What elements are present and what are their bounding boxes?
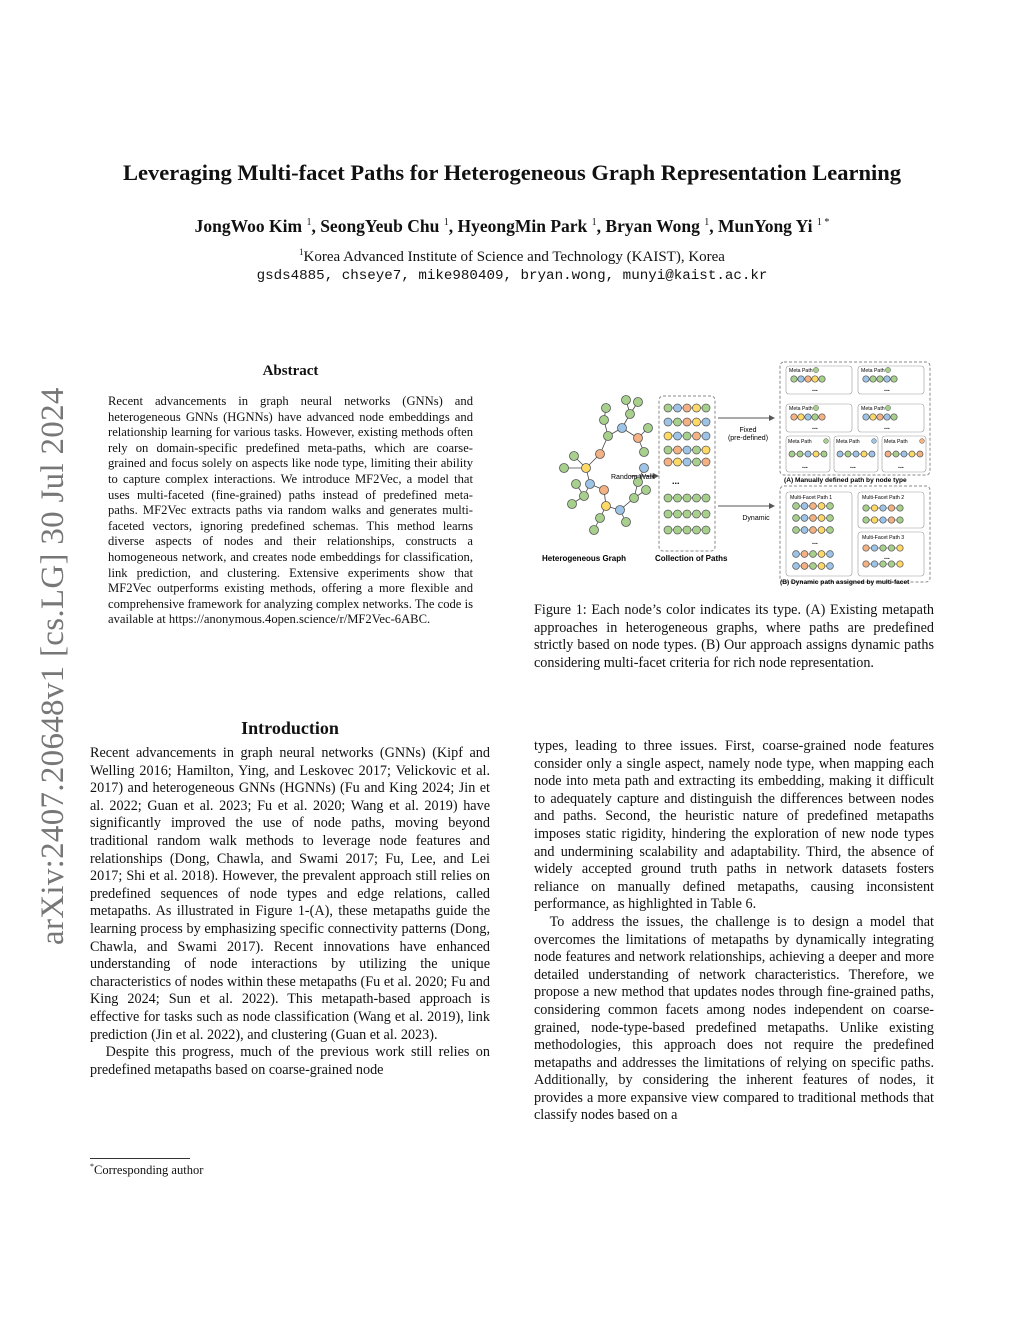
paragraph: Recent advancements in graph neural networks (GNNs) (Kipf and Welling 2016; Hamilton, Ying, and Leskovec 2017; Velickovic et al. 2017) and heterogeneous GNNs (HGNNs) (Fu and King 2024; Jin et al. 2022; Guan et al. 2023; Fu et al. 2020; Wang et al. 2019) have significantly improved the use of node paths, moving beyond traditional random walk methods to leverage node features and relationships (Dong, Chawla, and Swami 2017; Fu, Lee, and Lei 2017; Shi et al. 2018). However, the prevalent approach still relies on predefined sequences of node types and edge relations, called metapaths. As illustrated in Figure 1-(A), these metapaths guide the learning process by emphasizing specific connectivity patterns (Dong, Chawla, and Swami 2017). Recent innovations have enhanced understanding of node interactions by utilizing the unique characteristics of nodes within these metapaths (Fu et al. 2020; Fu and King 2024; Sun et al. 2022). This metapath-based approach is effective for tasks such as node classification (Wang et al. 2019), link prediction (Jin et al. 2022), and clustering (Guan et al. 2023).: [90, 745, 490, 1043]
path-node: [827, 503, 834, 510]
path-node: [664, 404, 672, 412]
path-node: [863, 517, 869, 523]
paragraph: Despite this progress, much of the previous work still relies on predefined metapaths based on coarse-grained node: [90, 1044, 490, 1078]
path-node: [702, 404, 710, 412]
path-node: [683, 404, 691, 412]
paragraph: To address the issues, the challenge is to design a model that overcomes the limitations of metapaths by dynamically integrating node features and network relationships, achieving a deeper and more detailed understanding of network characteristics. Therefore, we propose a new method that updates nodes through fine-grained paths, considering common facets among nodes independent on coarse-grained, node-type-based predefined metapaths. Unlike existing methodologies, this approach does not require the predefined metapaths and addresses the limitations of relying on specific paths. Additionally, by considering the inherent features of nodes, it provides a more expansive view compared to traditional methods that classify nodes based on a: [534, 913, 934, 1124]
path-node: [863, 561, 869, 567]
affiliation-text: Korea Advanced Institute of Science and Technology (KAIST), Korea: [303, 249, 725, 265]
figure-caption: Figure 1: Each node’s color indicates its type. (A) Existing metapath approaches in heterogeneous graphs, where paths are predefined strictly based on node types. (B) Our approach assigns dynamic paths considering multi-facet criteria for rich node representation.: [534, 602, 934, 671]
footnote: [90, 1162, 203, 1178]
path-node: [801, 503, 808, 510]
path-node: [789, 451, 795, 457]
ellipsis: ...: [850, 463, 856, 470]
path-node: [664, 418, 672, 426]
panel-a-paths: [786, 366, 926, 472]
path-node: [801, 527, 808, 534]
path-node: [888, 505, 894, 511]
path-node: [891, 376, 897, 382]
path-node: [693, 432, 701, 440]
path-node: [683, 510, 691, 518]
author-affil-mark: 1 *: [816, 217, 830, 229]
path-node: [901, 451, 907, 457]
path-node: [791, 376, 797, 382]
ellipsis: ...: [672, 476, 680, 486]
path-node: [664, 432, 672, 440]
path-node: [674, 404, 682, 412]
path-node: [812, 376, 818, 382]
path-node: [818, 551, 825, 558]
path-node: [801, 551, 808, 558]
author-affil-mark: 1: [443, 217, 449, 229]
path-node: [884, 414, 890, 420]
path-node: [870, 376, 876, 382]
path-node: [702, 418, 710, 426]
path-node: [805, 414, 811, 420]
path-node: [837, 451, 843, 457]
path-node: [818, 515, 825, 522]
path-node: [798, 376, 804, 382]
path-node: [880, 505, 886, 511]
path-node: [674, 432, 682, 440]
path-node: [683, 458, 691, 466]
path-node: [702, 458, 710, 466]
author-name: SeongYeub Chu: [320, 216, 440, 236]
path-node: [674, 446, 682, 454]
path-node: [897, 545, 903, 551]
path-node: [880, 517, 886, 523]
meta-path-label: Meta Path: [861, 406, 885, 412]
ellipsis: ...: [812, 424, 818, 431]
path-node: [801, 563, 808, 570]
path-node: [827, 551, 834, 558]
collection-path-rows: [664, 404, 710, 534]
path-node: [818, 503, 825, 510]
meta-path-label: Meta Path: [836, 439, 860, 445]
path-node: [819, 414, 825, 420]
path-node: [797, 451, 803, 457]
path-node: [693, 404, 701, 412]
author-name: MunYong Yi: [718, 216, 813, 236]
path-node: [683, 432, 691, 440]
path-node: [821, 451, 827, 457]
path-node: [810, 527, 817, 534]
path-node: [863, 545, 869, 551]
dynamic-label: Dynamic: [742, 515, 770, 522]
path-node: [664, 494, 672, 502]
meta-path-label: Meta Path: [861, 368, 885, 374]
path-node: [693, 526, 701, 534]
path-node: [819, 376, 825, 382]
path-node: [801, 515, 808, 522]
ellipsis: ...: [884, 386, 890, 393]
meta-path-type-node: [813, 405, 818, 410]
path-node: [880, 545, 886, 551]
path-node: [885, 451, 891, 457]
author-affil-mark: 1: [704, 217, 710, 229]
author-list: JongWoo Kim $^1$, SeongYeub Chu $^1$, HyeongMin Park $^1$, Bryan Wong $^1$, MunYong Yi $^{1 *}$: [194, 216, 830, 236]
meta-path-type-node: [920, 439, 925, 444]
path-node: [812, 414, 818, 420]
path-node: [693, 446, 701, 454]
path-node: [869, 451, 875, 457]
path-node: [818, 563, 825, 570]
author-name: Bryan Wong: [605, 216, 700, 236]
mf-path-label: Multi-Facet Path 1: [790, 495, 833, 501]
path-node: [888, 545, 894, 551]
mf-path-label: Multi-Facet Path 3: [862, 535, 905, 541]
ellipsis: ...: [812, 539, 818, 546]
panel-b-label: (B) Dynamic path assigned by multi-facet: [780, 579, 910, 586]
path-node: [871, 517, 877, 523]
path-node: [810, 563, 817, 570]
meta-path-type-node: [885, 405, 890, 410]
path-node: [877, 414, 883, 420]
path-node: [683, 494, 691, 502]
paragraph: types, leading to three issues. First, coarse-grained node features consider only a single aspect, namely node type, when mapping each node into meta path and extracting its embedding, making it difficult to adequately capture and distinguish the differences between nodes and paths. Second, the heuristic nature of predefined metapaths imposes static rigidity, hindering the exploration of new node types and undermining scalability and adaptability. Third, the absence of widely accepted ground truth paths in network datasets fosters reliance on manually defined metapaths, causing inconsistent performance, as highlighted in Table 6.: [534, 738, 934, 913]
author-affil-mark: 1: [591, 217, 597, 229]
graph-nodes: [560, 396, 653, 535]
footnote-text: Corresponding author: [94, 1163, 204, 1178]
path-node: [888, 517, 894, 523]
predefined-label: (pre-defined): [727, 435, 769, 442]
paper-title: Leveraging Multi-facet Paths for Heterogeneous Graph Representation Learning: [122, 160, 902, 185]
path-node: [917, 451, 923, 457]
arxiv-watermark: arXiv:2407.20648v1 [cs.LG] 30 Jul 2024: [35, 387, 71, 945]
path-node: [791, 414, 797, 420]
meta-path-type-node: [885, 367, 890, 372]
path-node: [664, 458, 672, 466]
path-node: [793, 551, 800, 558]
path-node: [810, 515, 817, 522]
path-node: [870, 414, 876, 420]
path-node: [702, 510, 710, 518]
ellipsis: ...: [812, 386, 818, 393]
affiliation-mark: 1: [299, 247, 304, 257]
path-node: [674, 510, 682, 518]
path-node: [827, 515, 834, 522]
meta-path-type-node: [824, 439, 829, 444]
path-node: [871, 545, 877, 551]
meta-path-type-node: [813, 367, 818, 372]
path-node: [793, 503, 800, 510]
footnote-mark: *: [90, 1162, 94, 1171]
panel-a-label: (A) Manually defined path by node type: [784, 477, 907, 484]
path-node: [810, 551, 817, 558]
path-node: [793, 563, 800, 570]
meta-path-type-node: [872, 439, 877, 444]
path-node: [813, 451, 819, 457]
author-name: HyeongMin Park: [457, 216, 588, 236]
path-node: [674, 526, 682, 534]
path-node: [897, 517, 903, 523]
introduction-body: [90, 745, 490, 1079]
path-node: [810, 503, 817, 510]
affiliation: [0, 247, 1024, 266]
path-node: [805, 376, 811, 382]
path-node: [863, 376, 869, 382]
meta-path-label: Meta Path: [789, 368, 813, 374]
path-node: [793, 527, 800, 534]
path-node: [664, 526, 672, 534]
meta-path-label: Meta Path: [788, 439, 812, 445]
path-node: [893, 451, 899, 457]
path-node: [871, 561, 877, 567]
path-node: [798, 414, 804, 420]
path-node: [702, 526, 710, 534]
path-node: [888, 561, 894, 567]
author-name: JongWoo Kim: [194, 216, 303, 236]
path-node: [891, 414, 897, 420]
path-node: [863, 414, 869, 420]
path-node: [880, 561, 886, 567]
ellipsis: ...: [884, 554, 890, 561]
heterogeneous-graph-label: Heterogeneous Graph: [542, 554, 627, 563]
path-node: [693, 494, 701, 502]
panel-b-paths: [786, 492, 924, 576]
collection-of-paths-label: Collection of Paths: [655, 554, 728, 563]
path-node: [818, 527, 825, 534]
footnote-rule: [90, 1158, 190, 1159]
path-node: [853, 451, 859, 457]
path-node: [909, 451, 915, 457]
path-node: [683, 526, 691, 534]
path-node: [897, 505, 903, 511]
ellipsis: ...: [802, 463, 808, 470]
path-node: [693, 418, 701, 426]
ellipsis: ...: [898, 463, 904, 470]
fixed-label: Fixed: [739, 427, 757, 434]
path-node: [664, 510, 672, 518]
meta-path-label: Meta Path: [884, 439, 908, 445]
path-node: [664, 446, 672, 454]
path-node: [861, 451, 867, 457]
ellipsis: ...: [884, 424, 890, 431]
path-node: [884, 376, 890, 382]
path-node: [871, 505, 877, 511]
path-node: [827, 527, 834, 534]
path-node: [683, 446, 691, 454]
path-node: [877, 376, 883, 382]
figure-1: [534, 358, 934, 590]
path-node: [693, 510, 701, 518]
meta-path-label: Meta Path: [789, 406, 813, 412]
introduction-heading: Introduction: [241, 718, 339, 738]
path-node: [683, 418, 691, 426]
abstract-text: Recent advancements in graph neural networks (GNNs) and heterogeneous GNNs (HGNNs) have advanced node embeddings and relationship learning for various tasks. However, existing methods often rely on domain-specific predefined meta-paths, which are coarse-grained and focus solely on aspects like node type, limiting their ability to capture complex interactions. We introduce MF2Vec, a model that uses multi-faceted (fine-grained) paths instead of predefined meta-paths. MF2Vec extracts paths via random walks and generates multi-faceted vectors, ignoring predefined schemas. This method learns diverse aspects of nodes and their relationships, constructs a homogeneous network, and creates node embeddings for classification, link prediction, and clustering. Extensive experiments show that MF2Vec outperforms existing methods, offering a more flexible and comprehensive framework for analyzing complex networks. The code is available at https://anonymous.4open.science/r/MF2Vec-6ABC.: [108, 394, 473, 627]
path-node: [702, 494, 710, 502]
right-column-body: [534, 738, 934, 1125]
path-node: [674, 494, 682, 502]
path-node: [845, 451, 851, 457]
author-emails: gsds4885, chseye7, mike980409, bryan.wong, munyi@kaist.ac.kr: [256, 268, 768, 284]
path-node: [793, 515, 800, 522]
abstract-heading: Abstract: [262, 363, 319, 379]
path-node: [674, 458, 682, 466]
path-node: [674, 418, 682, 426]
path-node: [693, 458, 701, 466]
path-node: [827, 563, 834, 570]
path-node: [702, 432, 710, 440]
mf-path-label: Multi-Facet Path 2: [862, 495, 905, 501]
path-node: [702, 446, 710, 454]
author-affil-mark: 1: [306, 217, 312, 229]
random-walk-label: Random Walk: [611, 474, 655, 481]
path-node: [863, 505, 869, 511]
path-node: [805, 451, 811, 457]
path-node: [897, 561, 903, 567]
